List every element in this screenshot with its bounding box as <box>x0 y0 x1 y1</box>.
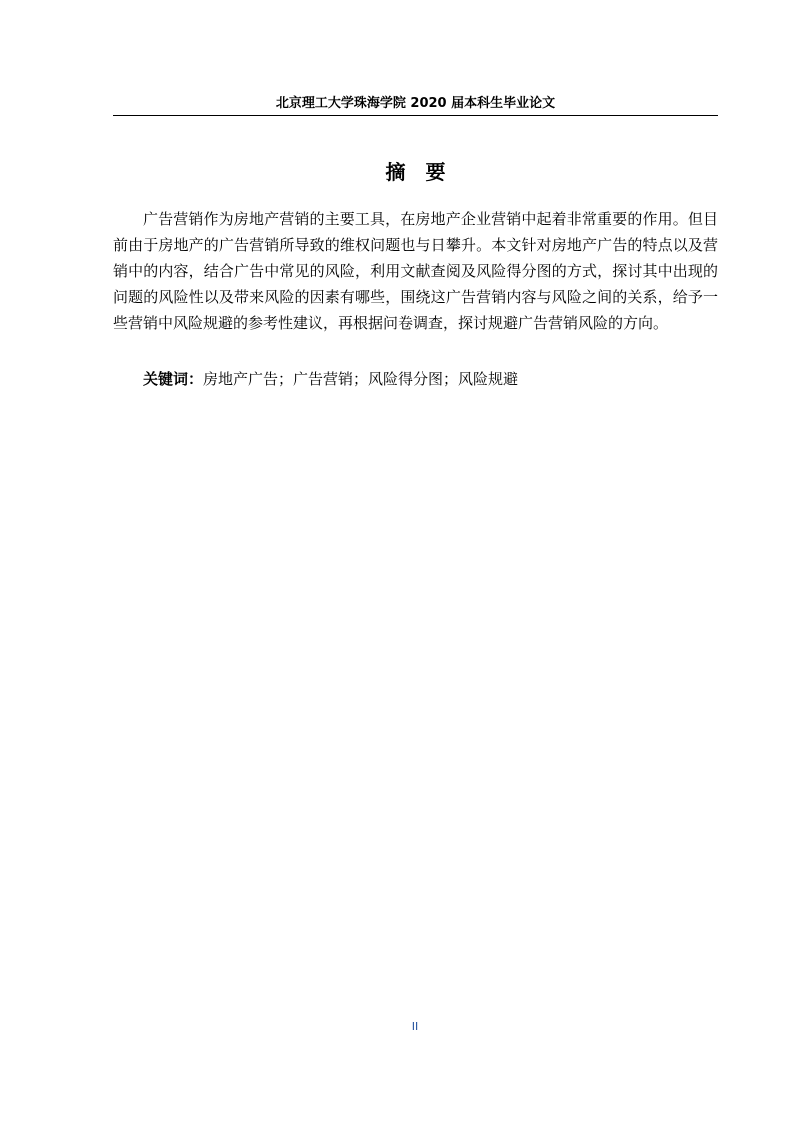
page-number: II <box>411 1020 419 1033</box>
abstract-body: 广告营销作为房地产营销的主要工具，在房地产企业营销中起着非常重要的作用。但目前由于房地产的广告营销所导致的维权问题也与日攀升。本文针对房地产广告的特点以及营销中的内容，结合广告中常见的风险，利用文献查阅及风险得分图的方式，探讨其中出现的问题的风险性以及带来风险的因素有哪些，围绕这广告营销内容与风险之间的关系，给予一些营销中风险规避的参考性建议，再根据问卷调查，探讨规避广告营销风险的方向。 <box>113 210 718 332</box>
running-header: 北京理工大学珠海学院 2020 届本科生毕业论文 <box>275 96 556 111</box>
header-rule <box>113 115 718 116</box>
keywords-text: 房地产广告；广告营销；风险得分图；风险规避 <box>203 370 519 388</box>
keywords-line <box>113 366 718 392</box>
keywords-label: 关键词： <box>143 370 204 388</box>
abstract-title: 摘要 <box>385 160 466 184</box>
